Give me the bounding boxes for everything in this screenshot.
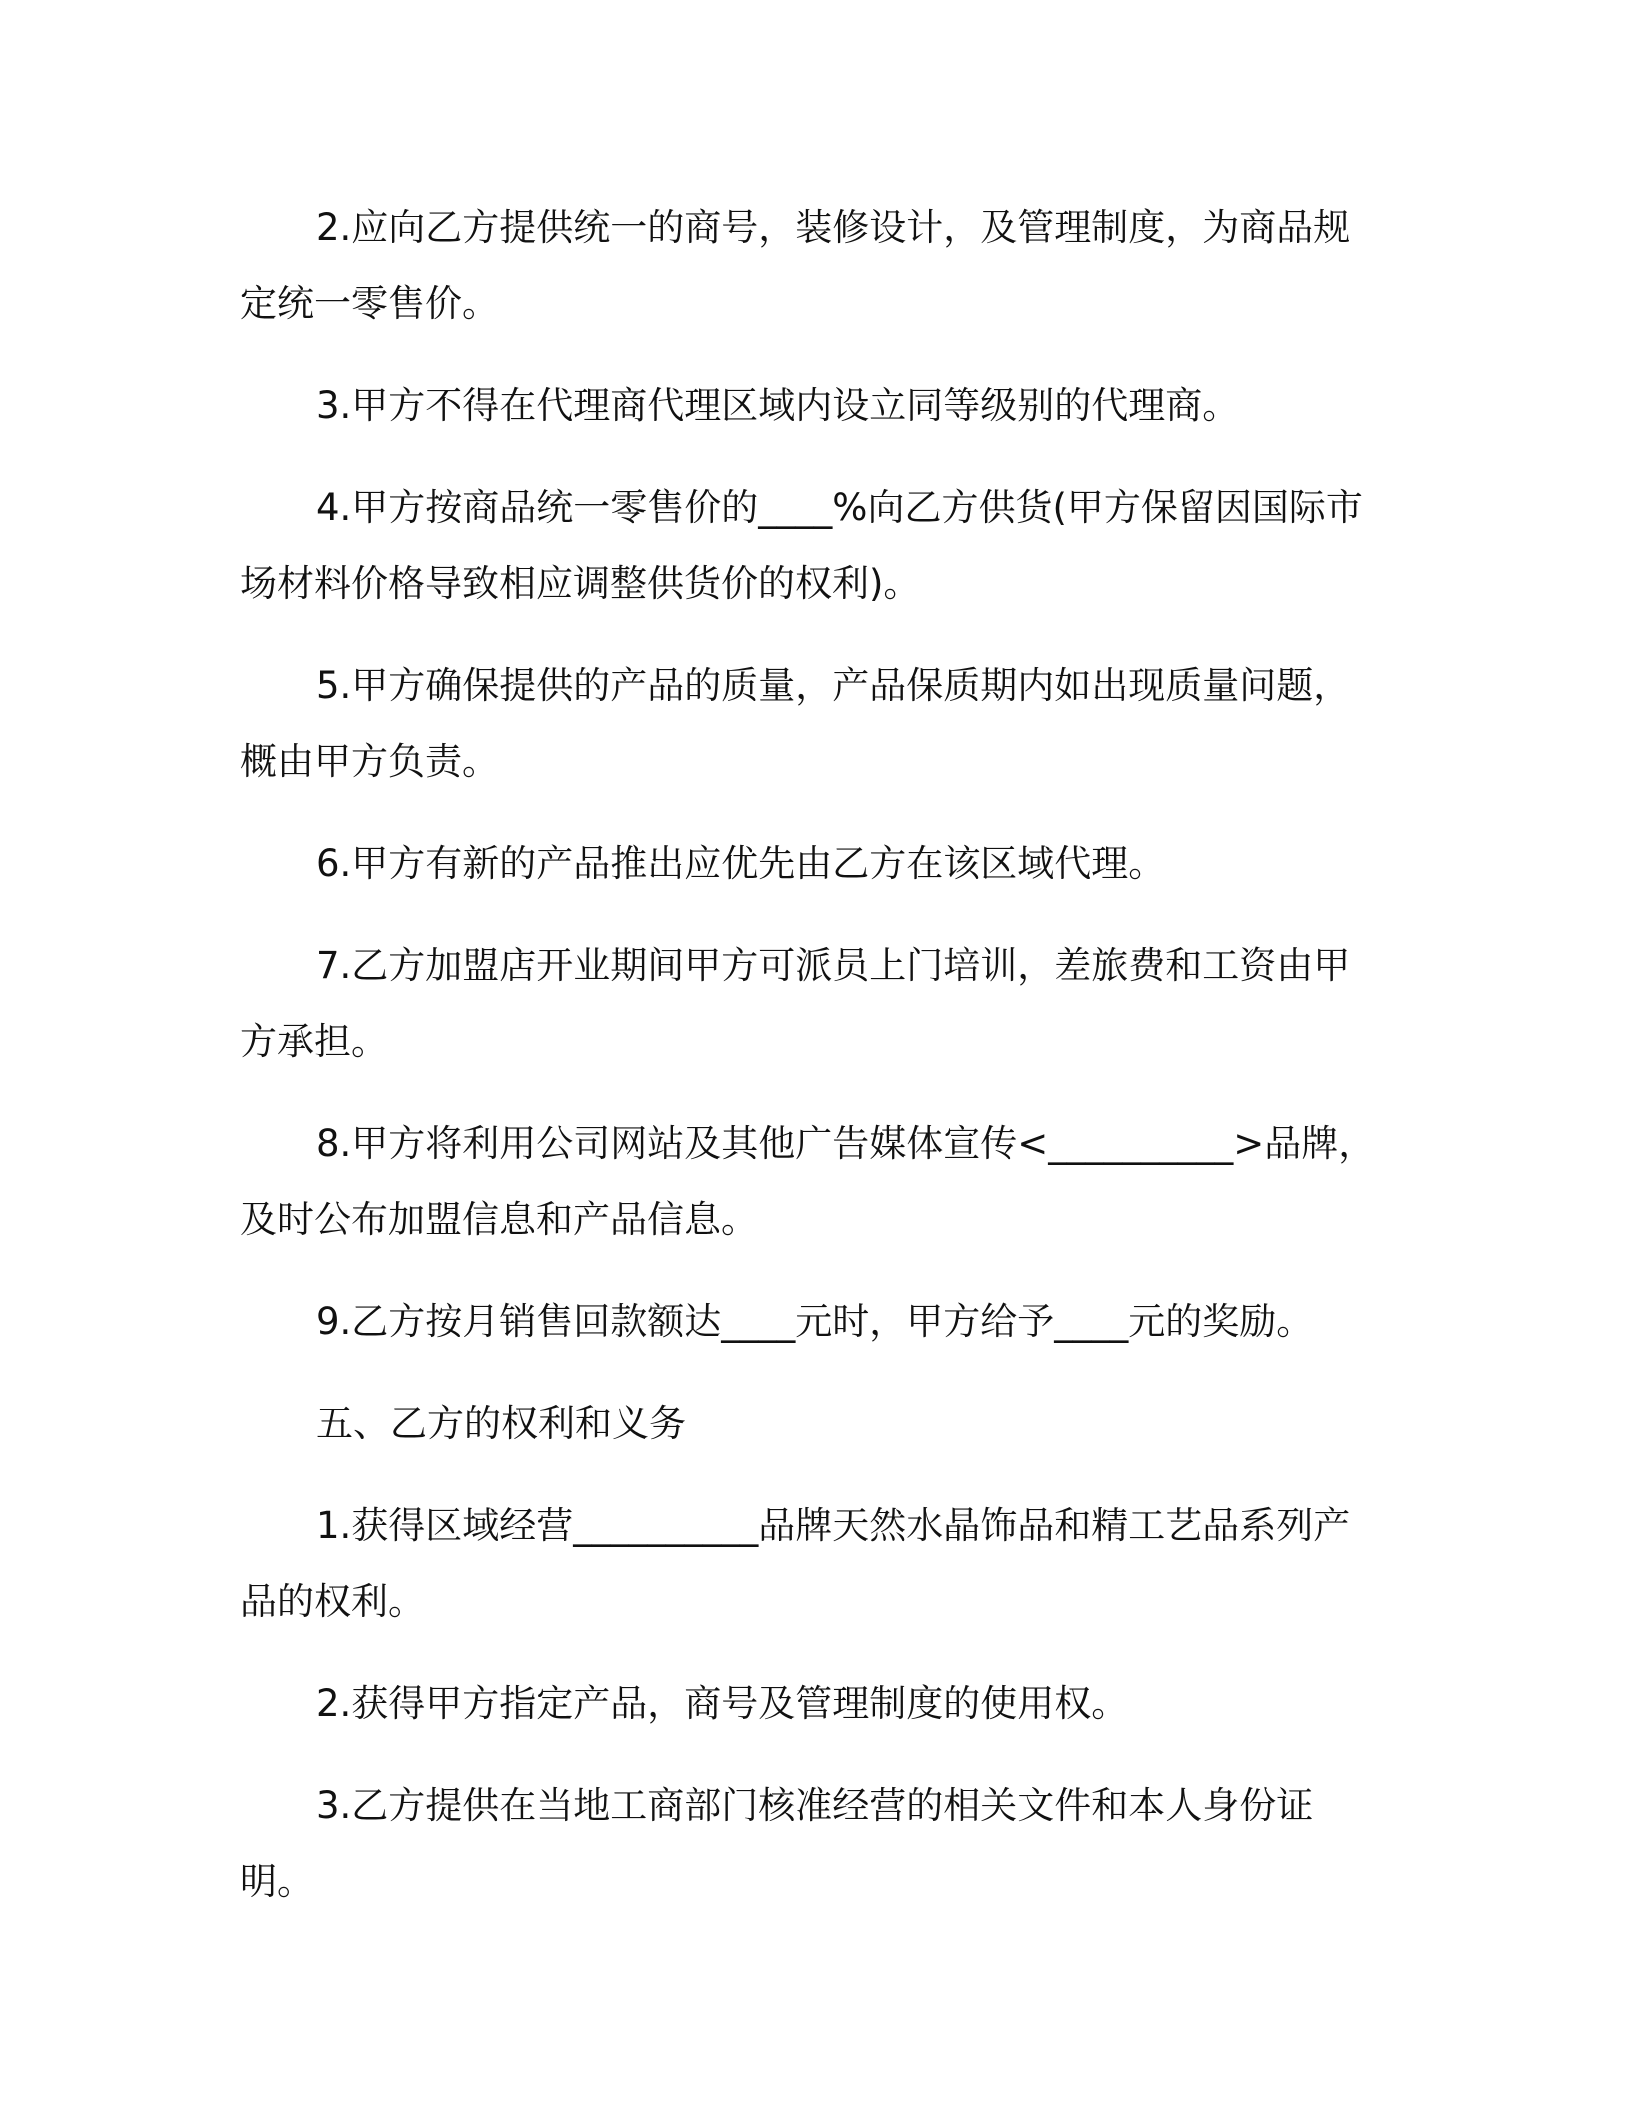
clause-paragraph: 3.乙方提供在当地工商部门核准经营的相关文件和本人身份证明。	[240, 1784, 1314, 1903]
clause-paragraph: 3.甲方不得在代理商代理区域内设立同等级别的代理商。	[316, 384, 1240, 427]
clause-paragraph: 8.甲方将利用公司网站及其他广告媒体宣传<__________>品牌，及时公布加盟信息和产品信息。	[240, 1122, 1376, 1241]
clause-paragraph: 2.获得甲方指定产品，商号及管理制度的使用权。	[316, 1682, 1129, 1725]
section-heading: 五、乙方的权利和义务	[316, 1402, 686, 1445]
clause-paragraph: 7.乙方加盟店开业期间甲方可派员上门培训，差旅费和工资由甲方承担。	[240, 944, 1351, 1063]
clause-paragraph: 2.应向乙方提供统一的商号，装修设计，及管理制度，为商品规定统一零售价。	[240, 206, 1351, 325]
clause-paragraph: 5.甲方确保提供的产品的质量，产品保质期内如出现质量问题，概由甲方负责。	[240, 664, 1351, 783]
clause-paragraph: 6.甲方有新的产品推出应优先由乙方在该区域代理。	[316, 842, 1166, 885]
document-body	[240, 190, 1380, 1946]
clause-paragraph: 1.获得区域经营__________品牌天然水晶饰品和精工艺品系列产品的权利。	[240, 1504, 1351, 1623]
clause-paragraph: 4.甲方按商品统一零售价的____%向乙方供货(甲方保留因国际市场材料价格导致相应调整供货价的权利)。	[240, 486, 1363, 605]
clause-paragraph: 9.乙方按月销售回款额达____元时，甲方给予____元的奖励。	[316, 1300, 1314, 1343]
